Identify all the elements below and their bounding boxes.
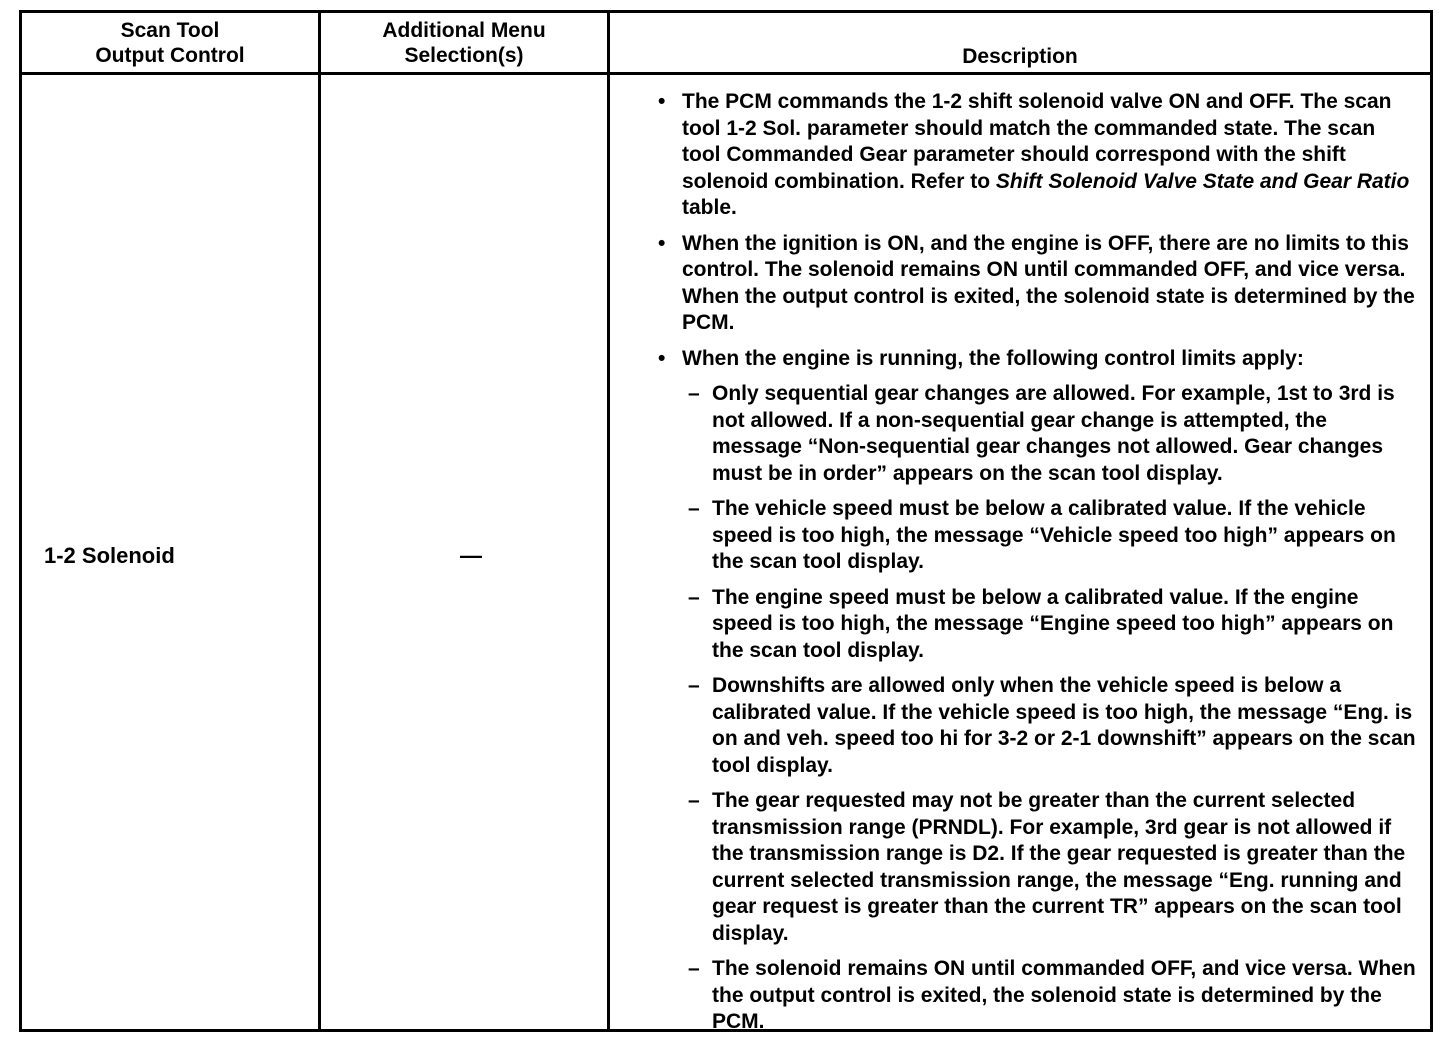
dash-marker: – bbox=[688, 497, 700, 520]
dash-marker: – bbox=[688, 789, 700, 812]
limit-text: The engine speed must be below a calibrated value. If the engine speed is too high, the message “Engine speed too high” appears on the scan tool display. bbox=[712, 585, 1394, 662]
limit-text: Downshifts are allowed only when the vehicle speed is below a calibrated value. If the vehicle speed is too high, the message “Eng. is on and veh. speed too hi for 3-2 or 2-1 downshift” appears on the scan tool display. bbox=[712, 674, 1416, 777]
dash-marker: – bbox=[688, 957, 700, 980]
bullet-marker: • bbox=[658, 90, 666, 113]
column-divider bbox=[318, 13, 321, 1029]
limit-item bbox=[658, 585, 1418, 665]
bullet-text: table. bbox=[682, 196, 737, 219]
limit-item bbox=[658, 956, 1418, 1036]
menu-selection-cell: — bbox=[460, 543, 482, 568]
bullet-text: The PCM commands the 1-2 shift solenoid valve ON and OFF. The scan tool 1-2 Sol. parameter should match the commanded state. The scan tool Commanded Gear parameter should correspond with the shift solenoid combination. Refer to bbox=[682, 90, 1392, 193]
limit-text: The gear requested may not be greater than the current selected transmission range (PRNDL). For example, 3rd gear is not allowed if the transmission range is D2. If the gear requested is greater than the current selected transmission range, the message “Eng. running and gear request is greater than the current TR” appears on the scan tool display. bbox=[712, 789, 1406, 945]
limit-item bbox=[658, 788, 1418, 947]
bullet-text: When the ignition is ON, and the engine is OFF, there are no limits to this control. The solenoid remains ON until commanded OFF, and vice versa. When the output control is exited, the solenoid state is determined by the PCM. bbox=[682, 231, 1415, 334]
control-name-cell: 1-2 Solenoid bbox=[44, 543, 175, 568]
dash-marker: – bbox=[688, 674, 700, 697]
bullet-marker: • bbox=[658, 346, 666, 370]
limit-text: The vehicle speed must be below a calibrated value. If the vehicle speed is too high, the message “Vehicle speed too high” appears on the scan tool display. bbox=[712, 497, 1396, 573]
header-text: Description bbox=[962, 45, 1078, 68]
bullet-text: When the engine is running, the following control limits apply: bbox=[682, 346, 1304, 370]
description-cell bbox=[658, 89, 1418, 1045]
limit-item bbox=[658, 673, 1418, 779]
description-bullet bbox=[658, 231, 1418, 337]
limit-text: Only sequential gear changes are allowed. For example, 1st to 3rd is not allowed. If a non-sequential gear change is attempted, the message “Non-sequential gear changes not allowed. Gear changes must be in order” appears on the scan tool display. bbox=[712, 382, 1395, 485]
header-description bbox=[610, 13, 1430, 72]
limit-text: The solenoid remains ON until commanded OFF, and vice versa. When the output control is exited, the solenoid state is determined by the PCM. bbox=[712, 957, 1416, 1033]
table-reference: Shift Solenoid Valve State and Gear Ratio bbox=[995, 169, 1410, 193]
bullet-marker: • bbox=[658, 231, 666, 255]
column-divider bbox=[607, 13, 610, 1029]
header-text: Output Control bbox=[95, 43, 245, 67]
limit-item bbox=[658, 496, 1418, 576]
dash-marker: – bbox=[688, 382, 700, 405]
description-bullet bbox=[658, 346, 1418, 373]
limit-item bbox=[658, 381, 1418, 487]
dash-marker: – bbox=[688, 585, 700, 609]
header-output-control bbox=[22, 13, 318, 72]
header-text: Additional Menu bbox=[382, 18, 546, 42]
header-divider bbox=[22, 72, 1430, 75]
header-text: Selection(s) bbox=[404, 43, 524, 67]
description-bullet bbox=[658, 89, 1418, 222]
description-table bbox=[19, 10, 1433, 1032]
header-additional-menu bbox=[321, 13, 607, 72]
header-text: Scan Tool bbox=[120, 18, 220, 42]
